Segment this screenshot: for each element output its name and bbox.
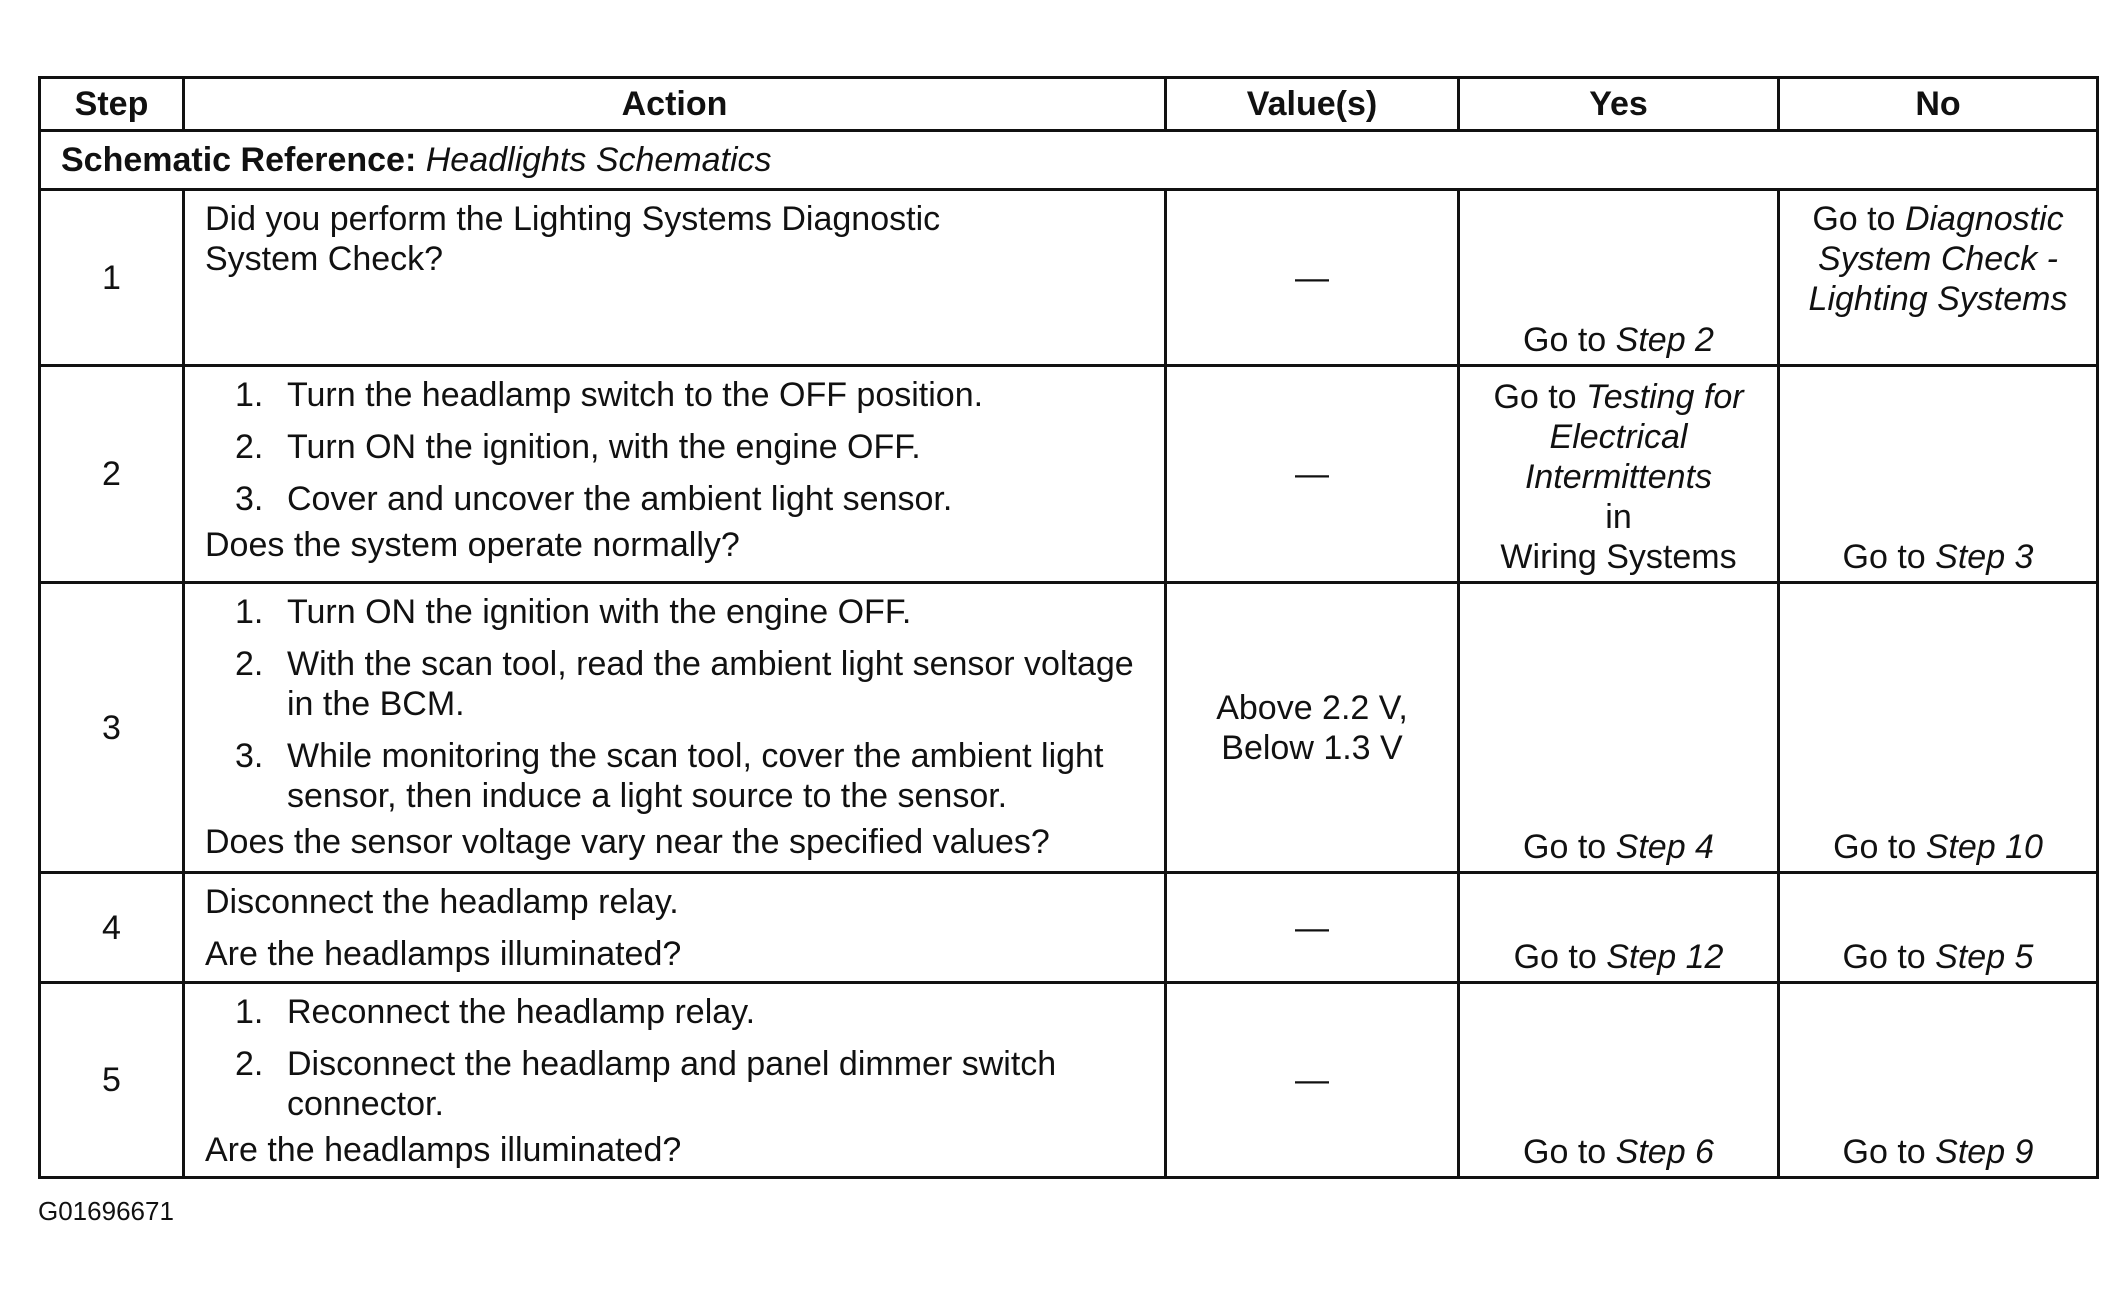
yes-cell	[1459, 366, 1779, 583]
table-row	[40, 983, 2098, 1178]
yes-cell	[1459, 583, 1779, 873]
no-cell	[1779, 873, 2098, 983]
no-lead: Go to	[1842, 538, 1926, 576]
value-cell: —	[1166, 190, 1459, 366]
step-text: Cover and uncover the ambient light sensor.	[287, 480, 953, 518]
step-index: 2.	[235, 428, 264, 466]
action-step	[205, 736, 1154, 816]
no-cell	[1779, 583, 2098, 873]
no-lead: Go to	[1812, 200, 1896, 238]
table-row	[40, 190, 2098, 366]
action-question: Does the system operate normally?	[205, 526, 740, 564]
yes-lead: Go to	[1493, 378, 1577, 416]
step-text: While monitoring the scan tool, cover the ambient light sensor, then induce a light source to the sensor.	[287, 737, 1104, 815]
yes-lead: Go to	[1513, 938, 1597, 976]
action-cell	[184, 366, 1166, 583]
action-question: Does the sensor voltage vary near the specified values?	[205, 823, 1050, 861]
step-index: 3.	[235, 737, 264, 775]
value-cell: —	[1166, 873, 1459, 983]
action-question: Are the headlamps illuminated?	[205, 1131, 682, 1169]
action-step	[205, 427, 1154, 467]
step-number: 2	[40, 366, 184, 583]
yes-lead: Go to	[1523, 321, 1607, 359]
no-lead: Go to	[1833, 828, 1917, 866]
step-text: With the scan tool, read the ambient light sensor voltage in the BCM.	[287, 645, 1134, 723]
header-action: Action	[184, 78, 1166, 131]
no-link: Diagnostic System Check - Lighting Systems	[1808, 200, 2068, 318]
yes-link: Step 4	[1615, 828, 1714, 866]
action-step	[205, 1044, 1154, 1124]
table-row	[40, 366, 2098, 583]
step-index: 1.	[235, 376, 264, 414]
header-yes: Yes	[1459, 78, 1779, 131]
figure-id: G01696671	[38, 1196, 174, 1226]
no-cell	[1779, 366, 2098, 583]
value-cell: —	[1166, 983, 1459, 1178]
no-cell	[1779, 983, 2098, 1178]
no-link: Step 9	[1935, 1133, 2034, 1171]
yes-link: Step 2	[1615, 321, 1714, 359]
no-lead: Go to	[1842, 1133, 1926, 1171]
action-steps	[205, 592, 1154, 816]
no-link: Step 5	[1935, 938, 2034, 976]
table-row	[40, 873, 2098, 983]
value-line: Above 2.2 V,	[1216, 688, 1408, 727]
value-cell: —	[1166, 366, 1459, 583]
action-step	[205, 479, 1154, 519]
action-question: Are the headlamps illuminated?	[205, 935, 682, 973]
header-row	[40, 78, 2098, 131]
action-steps	[205, 375, 1154, 519]
yes-cell	[1459, 190, 1779, 366]
yes-mid: in	[1605, 498, 1632, 536]
yes-lead: Go to	[1523, 828, 1607, 866]
yes-cell	[1459, 873, 1779, 983]
step-number: 5	[40, 983, 184, 1178]
header-step: Step	[40, 78, 184, 131]
yes-cell	[1459, 983, 1779, 1178]
action-step	[205, 644, 1154, 724]
step-text: Turn ON the ignition, with the engine OFF.	[287, 428, 921, 466]
yes-link: Testing for Electrical Intermittents	[1524, 378, 1744, 496]
step-number: 1	[40, 190, 184, 366]
step-text: Reconnect the headlamp relay.	[287, 993, 756, 1031]
step-number: 3	[40, 583, 184, 873]
no-cell	[1779, 190, 2098, 366]
yes-lead: Go to	[1523, 1133, 1607, 1171]
action-instruction: Disconnect the headlamp relay.	[205, 883, 679, 921]
action-step	[205, 992, 1154, 1032]
action-steps	[205, 992, 1154, 1124]
schematic-row	[40, 131, 2098, 190]
action-step	[205, 592, 1154, 632]
diagnostic-table	[38, 76, 2099, 1179]
header-no: No	[1779, 78, 2098, 131]
step-number: 4	[40, 873, 184, 983]
value-cell	[1166, 583, 1459, 873]
no-link: Step 10	[1925, 828, 2043, 866]
step-text: Disconnect the headlamp and panel dimmer switch connector.	[287, 1045, 1057, 1123]
action-cell	[184, 873, 1166, 983]
schematic-label: Schematic Reference:	[61, 141, 417, 179]
action-cell	[184, 983, 1166, 1178]
header-values: Value(s)	[1166, 78, 1459, 131]
schematic-reference	[40, 131, 2098, 190]
schematic-link: Headlights Schematics	[425, 141, 772, 179]
yes-lead-line	[1460, 377, 1777, 497]
step-text: Turn the headlamp switch to the OFF position.	[287, 376, 984, 414]
yes-link: Step 6	[1615, 1133, 1714, 1171]
table-row	[40, 583, 2098, 873]
yes-tail: Wiring Systems	[1500, 538, 1737, 576]
no-lead: Go to	[1842, 938, 1926, 976]
yes-link: Step 12	[1606, 938, 1724, 976]
step-text: Turn ON the ignition with the engine OFF.	[287, 593, 912, 631]
no-link: Step 3	[1935, 538, 2034, 576]
action-cell	[184, 583, 1166, 873]
step-index: 2.	[235, 645, 264, 683]
step-index: 2.	[235, 1045, 264, 1083]
action-question: Did you perform the Lighting Systems Diagnostic System Check?	[205, 200, 941, 278]
action-cell	[184, 190, 1166, 366]
value-line: Below 1.3 V	[1221, 728, 1403, 767]
action-step	[205, 375, 1154, 415]
step-index: 1.	[235, 993, 264, 1031]
step-index: 1.	[235, 593, 264, 631]
step-index: 3.	[235, 480, 264, 518]
